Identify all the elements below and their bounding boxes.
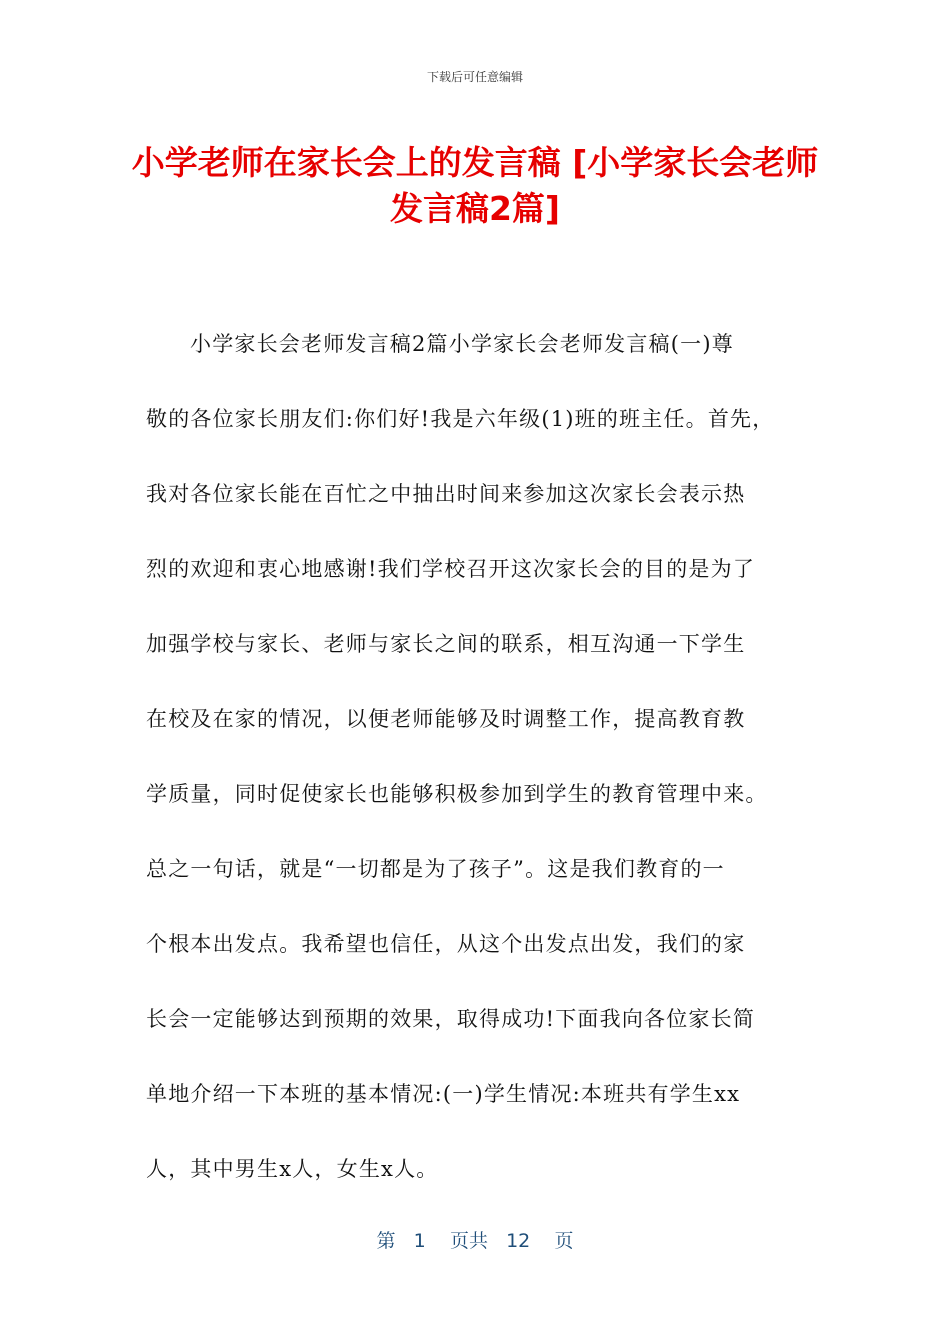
current-page-number: 1 [413, 1230, 426, 1252]
body-line: 总之一句话，就是“一切都是为了孩子”。这是我们教育的一 [146, 857, 725, 881]
body-line: 学质量，同时促使家长也能够积极参加到学生的教育管理中来。 [146, 782, 768, 806]
body-line: 单地介绍一下本班的基本情况:(一)学生情况:本班共有学生xx [146, 1082, 741, 1106]
body-line: 小学家长会老师发言稿2篇小学家长会老师发言稿(一)尊 [190, 332, 734, 356]
page-label-prefix: 第 [376, 1230, 396, 1252]
page-footer [0, 1226, 950, 1253]
body-line: 我对各位家长能在百忙之中抽出时间来参加这次家长会表示热 [146, 482, 746, 506]
body-line: 个根本出发点。我希望也信任，从这个出发点出发，我们的家 [146, 932, 746, 956]
document-body [146, 330, 806, 1230]
body-line: 加强学校与家长、老师与家长之间的联系，相互沟通一下学生 [146, 632, 746, 656]
total-pages-number: 12 [506, 1230, 531, 1252]
document-title: 小学老师在家长会上的发言稿 [小学家长会老师发言稿2篇] [131, 143, 819, 228]
page-label-suffix: 页 [554, 1230, 574, 1252]
body-line: 在校及在家的情况，以便老师能够及时调整工作，提高教育教 [146, 707, 746, 731]
body-line: 敬的各位家长朋友们:你们好!我是六年级(1)班的班主任。首先， [146, 407, 775, 431]
body-line: 人，其中男生x人，女生x人。 [146, 1157, 439, 1181]
body-line: 烈的欢迎和衷心地感谢!我们学校召开这次家长会的目的是为了 [146, 557, 756, 581]
body-line: 长会一定能够达到预期的效果，取得成功!下面我向各位家长简 [146, 1007, 756, 1031]
page-label-middle: 页共 [449, 1230, 488, 1252]
page-header-note: 下载后可任意编辑 [426, 70, 523, 84]
